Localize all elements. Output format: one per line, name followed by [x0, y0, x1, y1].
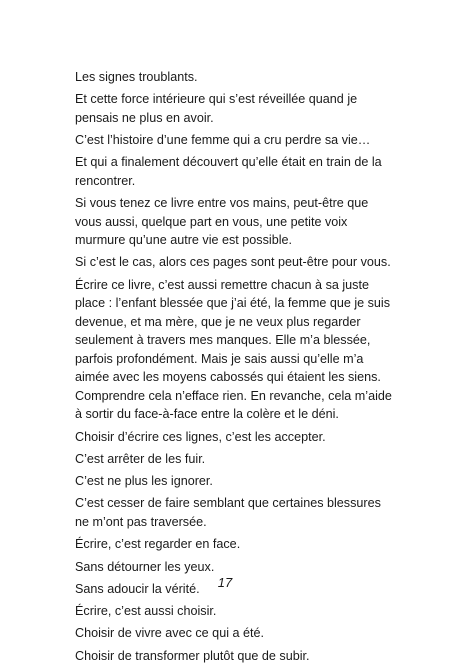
paragraph: Si c’est le cas, alors ces pages sont peut-être pour vous.: [75, 255, 391, 270]
paragraph: Choisir de transformer plutôt que de subir.: [75, 648, 310, 663]
paragraph: Écrire ce livre, c’est aussi remettre chacun à sa juste place : l’enfant blessée que j’ai été, la femme que je suis devenue, et ma mère, que je ne veux plus regarder seulement à travers mes manques. Elle m’a blessée, parfois profondément. Mais je sais aussi qu’elle m’a aimée avec les moyens cabossés qui étaient les siens. Comprendre cela n’efface rien. En revanche, cela m’aide à sortir du face-à-face entre la colère et le déni.: [75, 277, 392, 422]
paragraph: Les signes troublants.: [75, 70, 198, 84]
paragraph: Sans adoucir la vérité.: [75, 581, 200, 596]
page-number: 17: [217, 575, 233, 590]
paragraph: C’est ne plus les ignorer.: [75, 474, 213, 489]
paragraph: C’est cesser de faire semblant que certaines blessures ne m’ont pas traversée.: [75, 496, 381, 529]
paragraph: Et cette force intérieure qui s’est réveillée quand je pensais ne plus en avoir.: [75, 92, 358, 125]
paragraph: Choisir d’écrire ces lignes, c’est les accepter.: [75, 429, 326, 444]
paragraph: Sans détourner les yeux.: [75, 559, 215, 574]
paragraph: C’est l’histoire d’une femme qui a cru perdre sa vie…: [75, 133, 371, 148]
paragraph: Si vous tenez ce livre entre vos mains, peut-être que vous aussi, quelque part en vous, une petite voix murmure qu’une autre vie est possible.: [75, 196, 369, 248]
paragraph: Écrire, c’est aussi choisir.: [75, 604, 217, 619]
paragraph: Choisir de vivre avec ce qui a été.: [75, 626, 264, 641]
paragraph: Et qui a finalement découvert qu’elle était en train de la rencontrer.: [75, 155, 382, 188]
paragraph: Écrire, c’est regarder en face.: [75, 537, 241, 552]
paragraph: C’est arrêter de les fuir.: [75, 451, 206, 466]
